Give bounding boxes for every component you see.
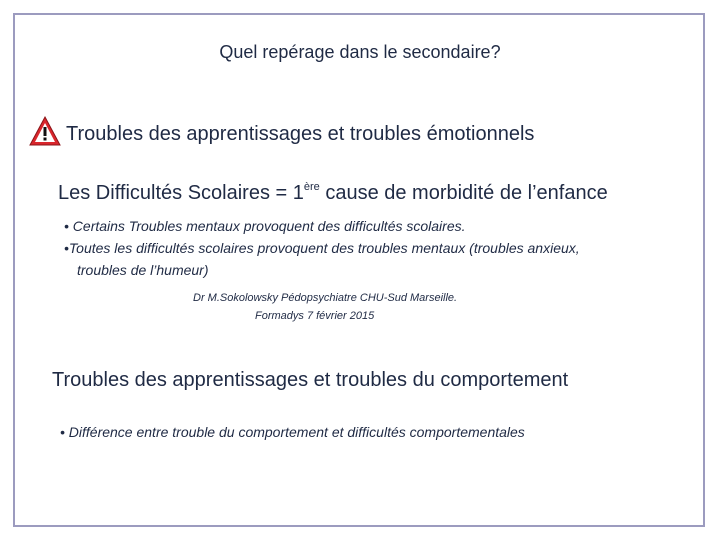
- section1-heading: Troubles des apprentissages et troubles émotionnels: [66, 123, 535, 145]
- citation-event: Formadys 7 février 2015: [255, 310, 375, 322]
- bullet-item: • Différence entre trouble du comportement et difficultés comportementales: [60, 424, 525, 440]
- slide-title: Quel repérage dans le secondaire?: [219, 42, 501, 62]
- section2-heading: Troubles des apprentissages et troubles du comportement: [52, 369, 569, 391]
- subheading-part1: Les Difficultés Scolaires = 1: [58, 182, 304, 204]
- bullet-item: •Toutes les difficultés scolaires provoquent des troubles mentaux (troubles anxieux,: [64, 240, 580, 256]
- bullet-item-continuation: troubles de l’humeur): [77, 262, 209, 278]
- citation-author: Dr M.Sokolowsky Pédopsychiatre CHU-Sud Marseille.: [193, 292, 458, 304]
- bullet-item: • Certains Troubles mentaux provoquent des difficultés scolaires.: [64, 218, 466, 234]
- subheading-part2: cause de morbidité de l’enfance: [319, 182, 608, 204]
- subheading-superscript: ère: [303, 181, 320, 193]
- section1-subheading: [58, 181, 608, 205]
- warning-triangle-icon: [28, 115, 62, 148]
